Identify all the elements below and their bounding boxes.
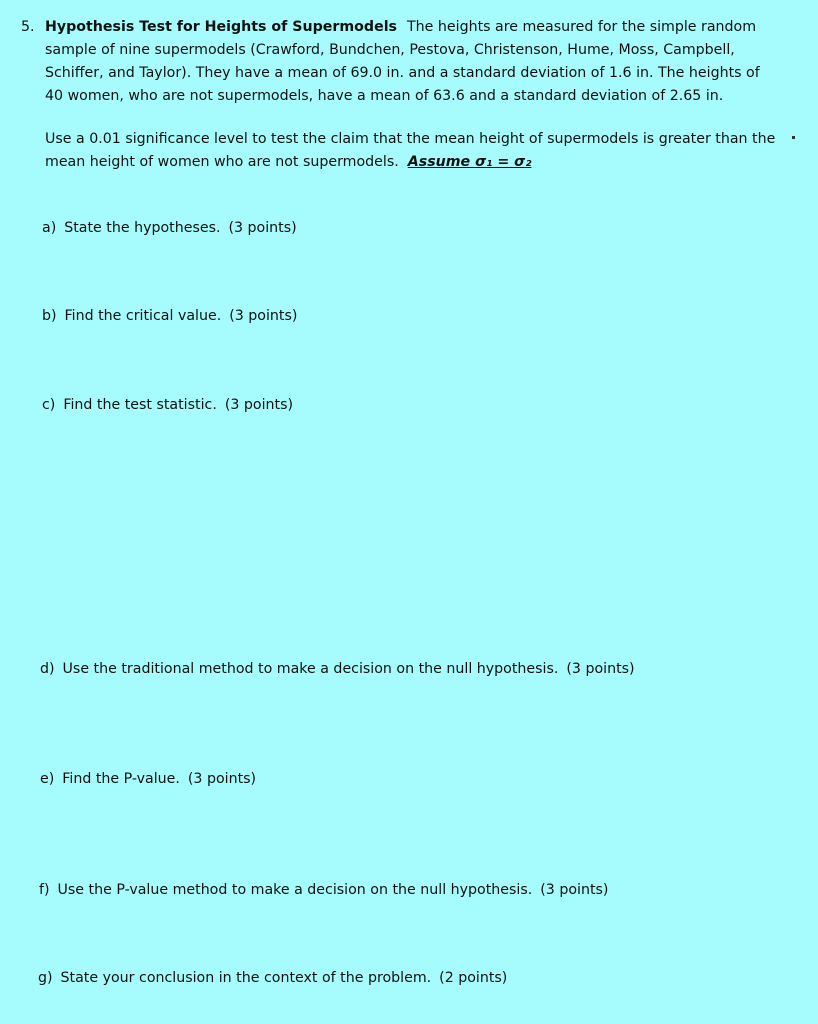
problem-text-line-1: The heights are measured for the simple random	[407, 19, 757, 35]
assumption-note: Assume σ₁ = σ₂	[407, 154, 532, 170]
question-a-points: (3 points)	[228, 220, 297, 236]
problem-statement	[21, 16, 801, 108]
question-a-letter: a)	[42, 220, 57, 236]
question-b-letter: b)	[42, 308, 57, 324]
question-f-text: Use the P-value method to make a decision on the null hypothesis.	[57, 882, 533, 898]
question-e-points: (3 points)	[187, 771, 257, 787]
question-f	[39, 880, 608, 900]
question-g-text: State your conclusion in the context of the problem.	[60, 970, 432, 986]
question-d-letter: d)	[40, 661, 55, 677]
problem-title: Hypothesis Test for Heights of Supermodels	[45, 19, 398, 35]
question-c	[42, 395, 293, 415]
instruction-line-2-text: mean height of women who are not supermodels.	[45, 154, 399, 170]
question-a	[42, 218, 297, 238]
stray-mark	[792, 136, 795, 139]
question-d-text: Use the traditional method to make a decision on the null hypothesis.	[62, 661, 559, 677]
problem-number: 5.	[21, 19, 35, 35]
question-b-text: Find the critical value.	[64, 308, 222, 324]
question-c-text: Find the test statistic.	[63, 397, 217, 413]
question-e-letter: e)	[40, 771, 55, 787]
problem-text-line-4: 40 women, who are not supermodels, have a mean of 63.6 and a standard deviation of 2.65 in.	[45, 88, 724, 104]
question-d	[40, 659, 635, 679]
question-b-points: (3 points)	[229, 308, 298, 324]
question-g	[38, 968, 507, 988]
question-f-letter: f)	[39, 882, 50, 898]
question-f-points: (3 points)	[540, 882, 609, 898]
question-c-letter: c)	[42, 397, 56, 413]
question-g-letter: g)	[38, 970, 53, 986]
question-b	[42, 306, 297, 326]
question-d-points: (3 points)	[566, 661, 635, 677]
problem-text-line-2: sample of nine supermodels (Crawford, Bundchen, Pestova, Christenson, Hume, Moss, Campbell,	[45, 42, 735, 58]
question-e	[40, 769, 256, 789]
question-e-text: Find the P-value.	[62, 771, 180, 787]
question-c-points: (3 points)	[224, 397, 294, 413]
instruction-line-1: Use a 0.01 significance level to test the claim that the mean height of supermodels is greater than the	[45, 131, 776, 147]
instruction-line-2	[45, 151, 805, 174]
question-g-points: (2 points)	[439, 970, 508, 986]
instruction-block	[45, 128, 805, 174]
problem-text-line-3: Schiffer, and Taylor). They have a mean of 69.0 in. and a standard deviation of 1.6 in. The heights of	[45, 65, 760, 81]
question-a-text: State the hypotheses.	[64, 220, 221, 236]
problem-first-line	[21, 16, 801, 39]
